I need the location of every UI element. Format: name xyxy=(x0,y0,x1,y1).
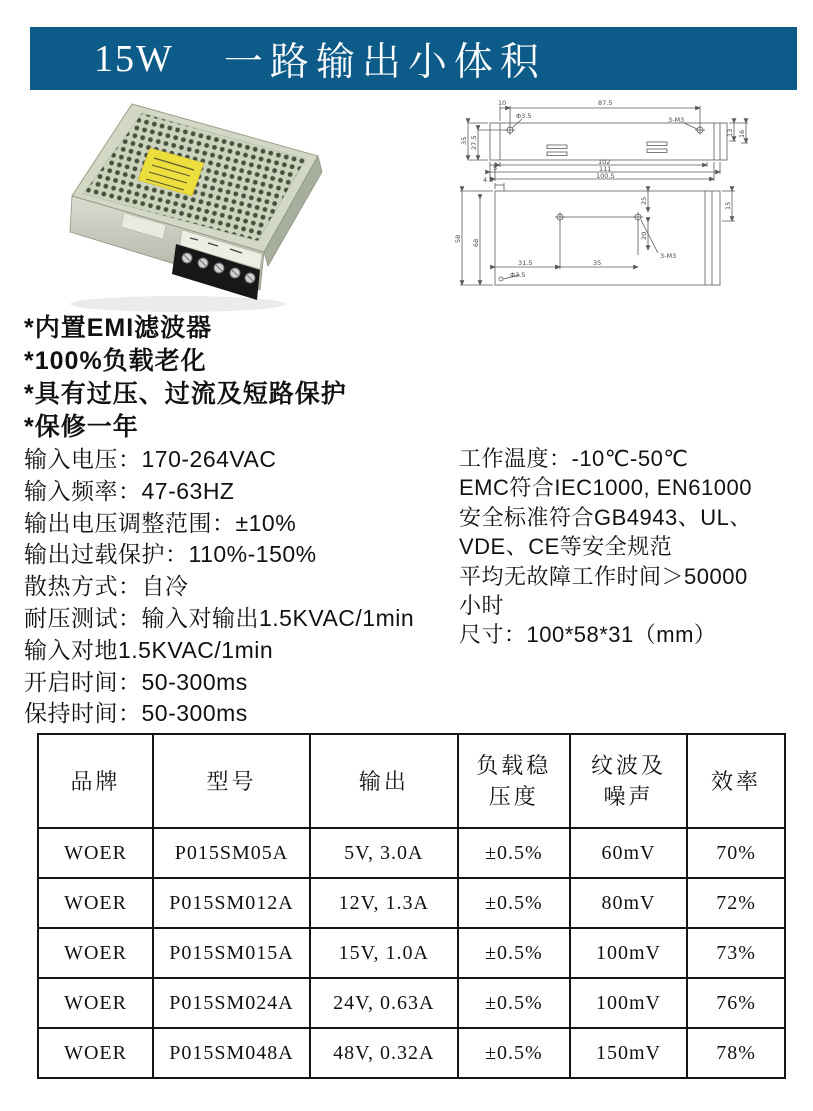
dim-label-thread-b: 3-M3 xyxy=(660,252,677,260)
table-row xyxy=(38,1028,785,1078)
spec-line-safety-standards-2: VDE、CE等安全规范 xyxy=(459,534,673,560)
spec-line-mtbf-2: 小时 xyxy=(459,593,505,619)
cell-load-regulation: ±0.5% xyxy=(458,978,570,1028)
dim-label-flange: 5 xyxy=(493,164,498,172)
dim-label-thread: 3-M3 xyxy=(668,116,685,124)
spec-line-input-to-ground: 输入对地1.5KVAC/1min xyxy=(24,636,274,663)
table-row xyxy=(38,928,785,978)
dim-label-side-b: 16 xyxy=(738,129,746,138)
cell-efficiency: 73% xyxy=(687,928,785,978)
dim-label-height-inner: 27.5 xyxy=(470,135,478,150)
col-header-efficiency: 效率 xyxy=(687,734,785,828)
dim-label-corner: 4.5 xyxy=(483,176,494,184)
spec-line-cooling: 散热方式：自冷 xyxy=(24,573,189,600)
dimension-drawing xyxy=(452,95,810,310)
spec-line-hold-time: 保持时间：50-300ms xyxy=(24,700,248,727)
dim-label-hole-top: 25 xyxy=(640,196,648,205)
spec-line-voltage-adjust-range: 输出电压调整范围：±10% xyxy=(24,509,297,536)
spec-line-size: 尺寸：100*58*31（mm） xyxy=(459,622,717,648)
cell-brand: WOER xyxy=(38,1028,153,1078)
spec-line-operating-temp: 工作温度：-10℃-50℃ xyxy=(459,446,689,471)
cell-load-regulation: ±0.5% xyxy=(458,828,570,878)
cell-model: P015SM05A xyxy=(153,828,310,878)
dim-label-len-body: 102 xyxy=(598,158,611,166)
cell-load-regulation: ±0.5% xyxy=(458,928,570,978)
cell-load-regulation: ±0.5% xyxy=(458,878,570,928)
power-supply-photo-illustration xyxy=(66,98,334,316)
dimension-drawing-svg xyxy=(452,95,810,310)
cell-load-regulation: ±0.5% xyxy=(458,1028,570,1078)
cell-brand: WOER xyxy=(38,878,153,928)
cell-output: 12V, 1.3A xyxy=(310,878,458,928)
cell-efficiency: 70% xyxy=(687,828,785,878)
dim-label-width-b: 68 xyxy=(472,238,480,247)
spec-line-withstand-voltage: 耐压测试：输入对输出1.5KVAC/1min xyxy=(24,604,415,631)
header-bar xyxy=(30,27,797,90)
spec-line-mtbf-1: 平均无故障工作时间＞50000 xyxy=(459,563,748,589)
models-table xyxy=(37,733,786,1079)
cell-model: P015SM048A xyxy=(153,1028,310,1078)
feature-list xyxy=(24,312,347,444)
feature-item: *100%负载老化 xyxy=(24,347,207,375)
cell-ripple-noise: 150mV xyxy=(570,1028,687,1078)
dim-label-offset: 10 xyxy=(498,99,507,107)
cell-brand: WOER xyxy=(38,928,153,978)
spec-line-input-frequency: 输入频率：47-63HZ xyxy=(24,477,235,504)
cell-brand: WOER xyxy=(38,978,153,1028)
dim-label-hole-mid: 20 xyxy=(640,231,648,240)
cell-output: 24V, 0.63A xyxy=(310,978,458,1028)
dim-label-hole-left: 31.5 xyxy=(518,259,533,267)
dim-label-width-a: 58 xyxy=(454,234,462,243)
cell-model: P015SM024A xyxy=(153,978,310,1028)
dim-label-hole-span-b: 35 xyxy=(593,259,602,267)
cell-ripple-noise: 60mV xyxy=(570,828,687,878)
cell-efficiency: 72% xyxy=(687,878,785,928)
cell-efficiency: 76% xyxy=(687,978,785,1028)
feature-item: *具有过压、过流及短路保护 xyxy=(24,380,347,408)
table-row xyxy=(38,828,785,878)
cell-output: 48V, 0.32A xyxy=(310,1028,458,1078)
col-header-output: 输出 xyxy=(310,734,458,828)
cell-model: P015SM012A xyxy=(153,878,310,928)
col-header-model: 型号 xyxy=(153,734,310,828)
dim-label-len-inner: 100.5 xyxy=(596,172,615,180)
cell-ripple-noise: 100mV xyxy=(570,928,687,978)
spec-line-input-voltage: 输入电压：170-264VAC xyxy=(24,446,277,472)
feature-item: *内置EMI滤波器 xyxy=(24,314,213,342)
header-wattage: 15W xyxy=(94,37,174,80)
col-header-load-regulation: 负载稳压度 xyxy=(458,734,570,828)
cell-brand: WOER xyxy=(38,828,153,878)
spec-line-safety-standards-1: 安全标准符合GB4943、UL、 xyxy=(459,504,752,530)
page-title: 一路输出小体积 xyxy=(223,40,546,84)
cell-efficiency: 78% xyxy=(687,1028,785,1078)
specs-left xyxy=(24,444,454,730)
spec-line-startup-time: 开启时间：50-300ms xyxy=(24,668,248,695)
table-header-row xyxy=(38,734,785,828)
cell-output: 5V, 3.0A xyxy=(310,828,458,878)
dim-label-side-a: 13 xyxy=(726,128,734,137)
col-header-ripple-noise: 纹波及噪声 xyxy=(570,734,687,828)
spec-line-emc: EMC符合IEC1000, EN61000 xyxy=(459,475,752,501)
table-row xyxy=(38,978,785,1028)
cell-model: P015SM015A xyxy=(153,928,310,978)
spec-line-overload-protection: 输出过载保护：110%-150% xyxy=(24,541,317,568)
product-photo xyxy=(66,98,334,316)
dim-label-height-outer: 35 xyxy=(460,136,468,145)
dim-label-hole-dia-b: Φ3.5 xyxy=(510,271,526,279)
dim-label-len-overall: 111 xyxy=(599,165,612,173)
cell-output: 15V, 1.0A xyxy=(310,928,458,978)
feature-item: *保修一年 xyxy=(24,413,139,441)
dim-label-hole-span: 87.5 xyxy=(598,99,613,107)
table-row xyxy=(38,878,785,928)
cell-ripple-noise: 80mV xyxy=(570,878,687,928)
col-header-brand: 品牌 xyxy=(38,734,153,828)
specs-right xyxy=(459,444,811,650)
dim-label-hole-dia: Φ3.5 xyxy=(516,112,532,120)
cell-ripple-noise: 100mV xyxy=(570,978,687,1028)
dim-label-side-c: 15 xyxy=(724,201,732,210)
